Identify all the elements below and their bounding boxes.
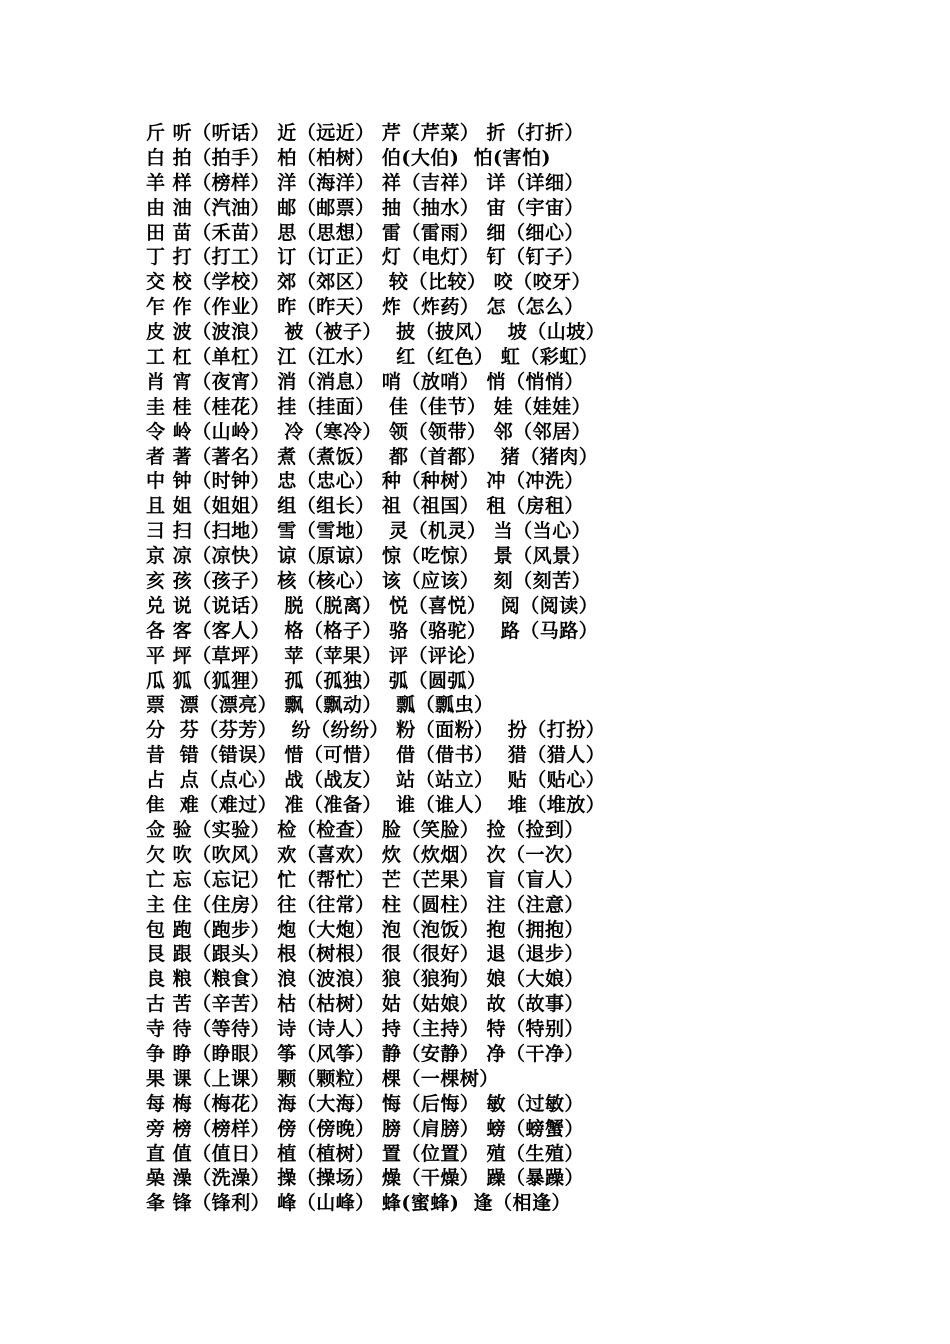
character-group-line: 争 睁（睁眼） 筝（风筝） 静（安静） 净（干净） <box>146 1042 584 1065</box>
character-group-line: 京 凉（凉快） 谅（原谅） 惊（吃惊） 景（风景） <box>146 545 592 568</box>
character-group-line: 隹 难（难过） 准（准备） 谁（谁人） 堆（堆放） <box>146 794 606 817</box>
character-group-line: 田 苗（禾苗） 思（思想） 雷（雷雨） 细（细心） <box>146 221 584 244</box>
character-group-line: 羊 样（榜样） 洋（海洋） 祥（吉祥） 详（详细） <box>146 171 584 194</box>
character-group-line: 且 姐（姐姐） 组（组长） 祖（祖国） 租（房租） <box>146 495 584 518</box>
character-group-line: 圭 桂（桂花） 挂（挂面） 佳（佳节） 娃（娃娃） <box>146 395 592 418</box>
character-group-line: 白 拍（拍手） 柏（柏树） 伯(大伯) 怕(害怕) <box>146 146 552 169</box>
character-group-line: 分 芬（芬芳） 纷（纷纷） 粉（面粉） 扮（打扮） <box>146 719 606 742</box>
character-group-line: 票 漂（漂亮） 飘（飘动） 瓢（瓢虫） <box>146 694 494 717</box>
character-group-line: 令 岭（山岭） 冷（寒冷） 领（领带） 邻（邻居） <box>146 420 592 443</box>
character-group-line: 夆 锋（锋利） 峰（山峰） 蜂(蜜蜂) 逢（相逢） <box>146 1192 572 1215</box>
character-group-line: 佥 验（实验） 检（检查） 脸（笑脸） 捡（捡到） <box>146 818 584 841</box>
character-group-line: 肖 宵（夜宵） 消（消息） 哨（放哨） 悄（悄悄） <box>146 370 584 393</box>
character-list <box>146 121 866 1216</box>
character-group-line: 丁 打（打工） 订（订正） 灯（电灯） 钉（钉子） <box>146 246 584 269</box>
character-group-line: 包 跑（跑步） 炮（大炮） 泡（泡饭） 抱（拥抱） <box>146 918 584 941</box>
character-group-line: 欠 吹（吹风） 欢（喜欢） 炊（炊烟） 次（一次） <box>146 843 584 866</box>
character-group-line: 艮 跟（跟头） 根（树根） 很（很好） 退（退步） <box>146 943 584 966</box>
character-group-line: 瓜 狐（狐狸） 孤（孤独） 弧（圆弧） <box>146 669 487 692</box>
character-group-line: 乍 作（作业） 昨（昨天） 炸（炸药） 怎（怎么） <box>146 296 584 319</box>
character-group-line: 平 坪（草坪） 苹（苹果） 评（评论） <box>146 644 487 667</box>
character-group-line: 工 杠（单杠） 江（江水） 红（红色） 虹（彩虹） <box>146 346 599 369</box>
character-group-line: 占 点（点心） 战（战友） 站（站立） 贴（贴心） <box>146 769 606 792</box>
character-group-line: 昔 错（错误） 惜（可惜） 借（借书） 猎（猎人） <box>146 744 606 767</box>
character-group-line: 果 课（上课） 颗（颗粒） 棵（一棵树） <box>146 1067 499 1090</box>
character-group-line: 每 梅（梅花） 海（大海） 悔（后悔） 敏（过敏） <box>146 1092 584 1115</box>
character-group-line: 古 苦（辛苦） 枯（枯树） 姑（姑娘） 故（故事） <box>146 993 584 1016</box>
character-group-line: 直 值（值日） 植（植树） 置（位置） 殖（生殖） <box>146 1142 584 1165</box>
character-group-line: 交 校（学校） 郊（郊区） 较（比较） 咬（咬牙） <box>146 271 592 294</box>
character-group-line: 兑 说（说话） 脱（脱离） 悦（喜悦） 阅（阅读） <box>146 594 599 617</box>
character-group-line: 亥 孩（孩子） 核（核心） 该（应该） 刻（刻苦） <box>146 570 592 593</box>
character-group-line: 斤 听（听话） 近（远近） 芹（芹菜） 折（打折） <box>146 122 584 144</box>
character-group-line: 喿 澡（洗澡） 操（操场） 燥（干燥） 躁（暴躁） <box>146 1167 584 1190</box>
character-group-line: 主 住（住房） 往（往常） 柱（圆柱） 注（注意） <box>146 893 584 916</box>
character-group-line: 良 粮（粮食） 浪（波浪） 狼（狼狗） 娘（大娘） <box>146 968 584 991</box>
character-group-line: 由 油（汽油） 邮（邮票） 抽（抽水） 宙（宇宙） <box>146 196 584 219</box>
character-group-line: 亡 忘（忘记） 忙（帮忙） 芒（芒果） 盲（盲人） <box>146 868 584 891</box>
character-group-line: 寺 待（等待） 诗（诗人） 持（主持） 特（特别） <box>146 1018 584 1041</box>
character-group-line: 皮 波（波浪） 被（被子） 披（披风） 坡（山坡） <box>146 321 606 344</box>
character-group-line: 中 钟（时钟） 忠（忠心） 种（种树） 冲（冲洗） <box>146 470 584 493</box>
character-group-line: 各 客（客人） 格（格子） 骆（骆驼） 路（马路） <box>146 619 599 642</box>
character-group-line: 旁 榜（榜样） 傍（傍晚） 膀（肩膀） 螃（螃蟹） <box>146 1117 584 1140</box>
character-group-line: 彐 扫（扫地） 雪（雪地） 灵（机灵） 当（当心） <box>146 520 592 543</box>
character-group-line: 者 著（著名） 煮（煮饭） 都（首都） 猪（猪肉） <box>146 445 599 468</box>
